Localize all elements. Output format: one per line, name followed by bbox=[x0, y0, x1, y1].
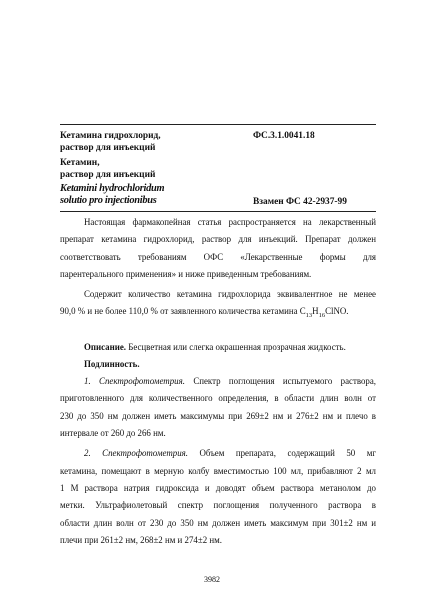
test1-line bbox=[60, 373, 376, 390]
test2-number: 2. bbox=[84, 448, 91, 459]
title-russian: Кетамина гидрохлорид, bbox=[60, 131, 161, 141]
monograph-body bbox=[60, 214, 376, 549]
content-line-text: 90,0 % и не более 110,0 % от заявленного количества кетамина C bbox=[60, 306, 306, 317]
description-text: Бесцветная или слегка окрашенная прозрачная жидкость. bbox=[126, 341, 346, 352]
intro-line: Настоящая фармакопейная статья распространяется на лекарственный bbox=[84, 217, 376, 227]
title-russian-form: раствор для инъекций bbox=[60, 143, 156, 153]
test2-line: плечи при 261±2 нм, 268±2 нм и 274±2 нм. bbox=[60, 534, 222, 545]
test1-paragraph bbox=[60, 373, 376, 442]
test1-text: Спектр поглощения испытуемого раствора, bbox=[184, 376, 377, 387]
test2-line: кетамина, помещают в мерную колбу вместимостью 100 мл, прибавляют 2 мл bbox=[60, 465, 376, 476]
test2-line bbox=[60, 445, 376, 462]
monograph-code: ФС.3.1.0041.18 bbox=[253, 131, 315, 141]
description-line bbox=[60, 339, 376, 356]
content-line bbox=[60, 303, 376, 324]
authenticity-heading bbox=[60, 356, 376, 373]
authenticity-label: Подлинность. bbox=[84, 358, 140, 369]
header-bottom-rule bbox=[60, 211, 376, 212]
content-paragraph bbox=[60, 286, 376, 324]
intro-paragraph bbox=[60, 214, 376, 283]
description-label: Описание. bbox=[84, 341, 127, 352]
test1-number: 1. bbox=[84, 376, 91, 387]
alt-name: Кетамин, bbox=[60, 158, 100, 168]
formula-h-subscript: 16 bbox=[318, 312, 326, 320]
formula-h: H bbox=[312, 306, 319, 317]
page-number: 3982 bbox=[204, 575, 220, 584]
test1-name: Спектрофотометрия. bbox=[90, 376, 185, 387]
latin-name: Ketamini hydrochloridum bbox=[60, 183, 165, 194]
formula-rest: ClNO. bbox=[325, 306, 349, 317]
test2-paragraph bbox=[60, 445, 376, 549]
description-paragraph bbox=[60, 339, 376, 356]
header-top-rule bbox=[60, 124, 376, 125]
content-line: Содержит количество кетамина гидрохлорида эквивалентное не менее bbox=[84, 289, 376, 300]
intro-line: парентерального применения» и ниже приведенным требованиям. bbox=[60, 268, 312, 279]
test2-name: Спектрофотометрия. bbox=[90, 448, 189, 459]
intro-line: соответствовать требованиям ОФС «Лекарственные формы для bbox=[60, 251, 376, 262]
latin-form: solutio pro injectionibus bbox=[60, 195, 157, 206]
formula-c-subscript: 13 bbox=[305, 312, 313, 320]
test1-line: интервале от 260 до 266 нм. bbox=[60, 428, 166, 439]
test2-text: Объем препарата, содержащий 50 мг bbox=[188, 448, 376, 459]
test2-line: области длин волн от 230 до 350 нм должен иметь максимум при 301±2 нм и bbox=[60, 517, 376, 528]
replaces-code: Взамен ФС 42-2937-99 bbox=[253, 197, 347, 207]
test1-line: приготовленного для количественного определения, в области длин волн от bbox=[60, 393, 376, 404]
test2-line: 1 М раствора натрия гидроксида и доводят объем раствора метанолом до bbox=[60, 482, 376, 493]
test1-line: 230 до 350 нм должен иметь максимумы при 269±2 нм и 276±2 нм и плечо в bbox=[60, 410, 376, 421]
test2-line: метки. Ультрафиолетовый спектр поглощения полученного раствора в bbox=[60, 500, 376, 511]
alt-name-form: раствор для инъекций bbox=[60, 170, 156, 180]
intro-line: препарат кетамина гидрохлорид, раствор для инъекций. Препарат должен bbox=[60, 234, 376, 245]
